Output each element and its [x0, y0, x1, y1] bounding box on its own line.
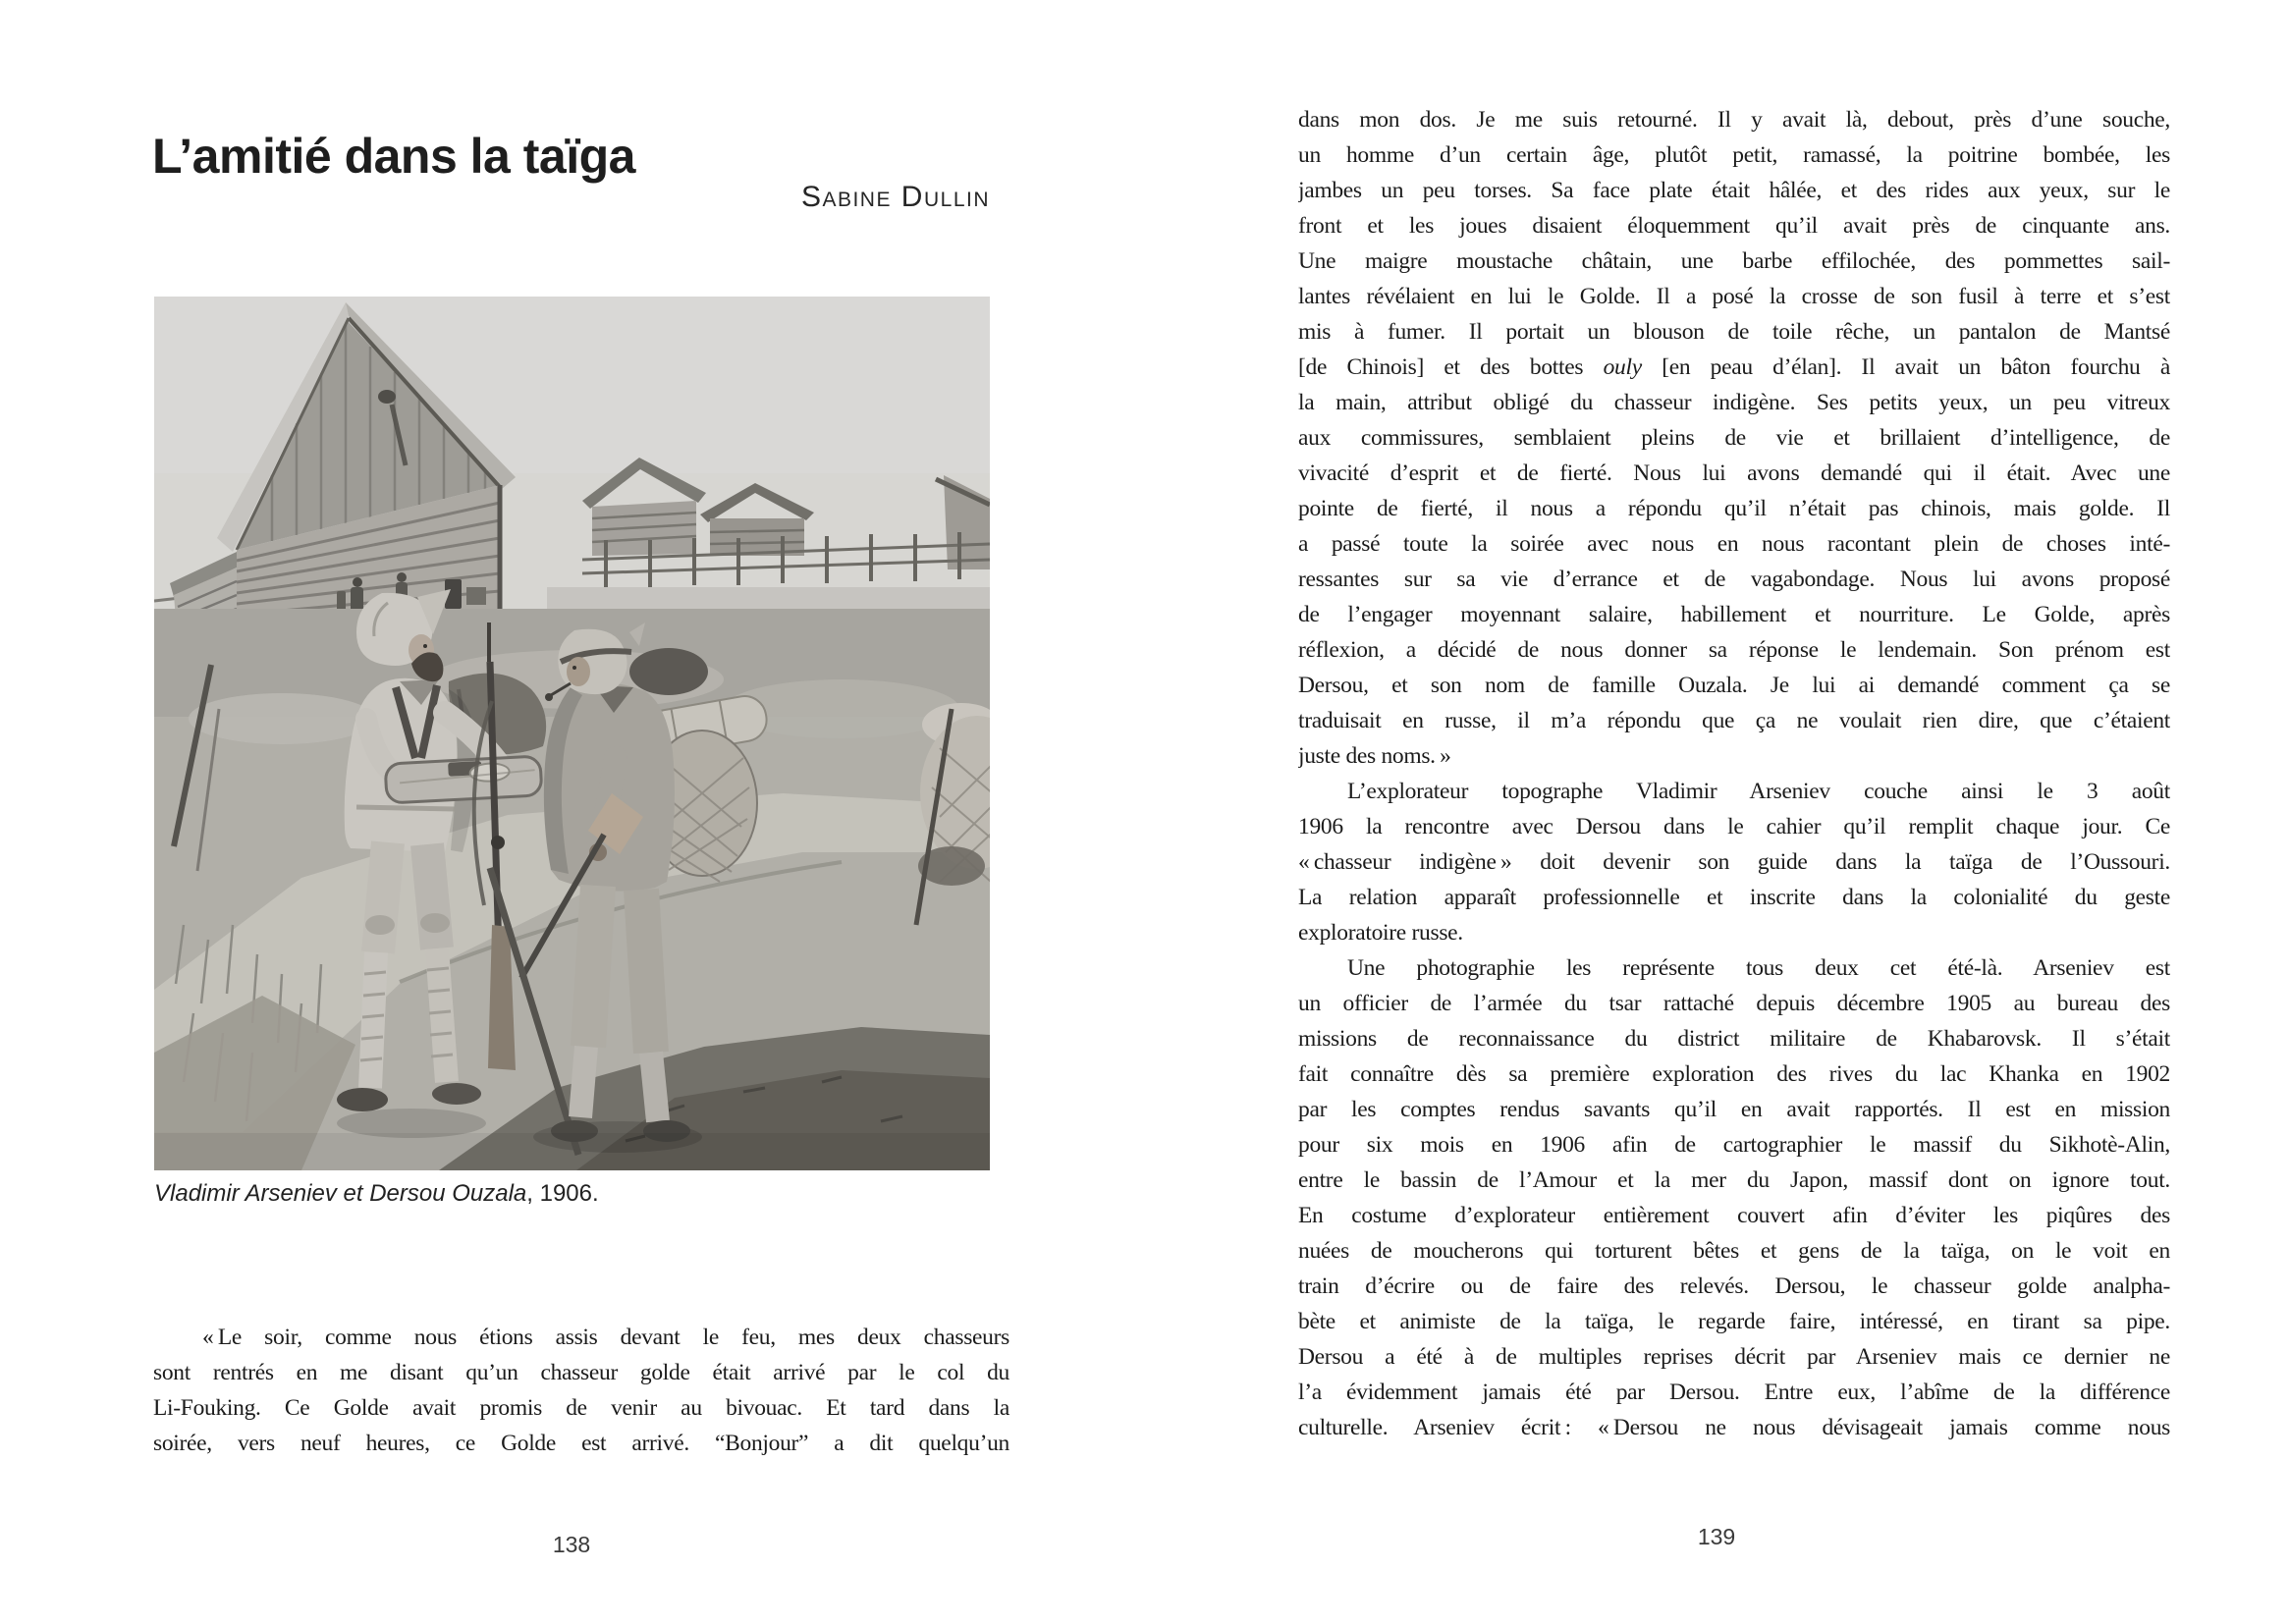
text-line: Li-Fouking. Ce Golde avait promis de venir au bivouac. Et tard dans la	[153, 1395, 1009, 1421]
text-line: L’explorateur topographe Vladimir Arseniev couche ainsi le 3 août	[1347, 779, 2170, 804]
text-line: mis à fumer. Il portait un blouson de toile rêche, un pantalon de Mantsé	[1298, 319, 2170, 345]
page-right	[1144, 0, 2289, 1624]
text-line: Dersou, et son nom de famille Ouzala. Je lui ai demandé comment ça se	[1298, 673, 2170, 698]
text-line: aux commissures, semblaient pleins de vie et brillaient d’intelligence, de	[1298, 425, 2170, 451]
text-line: exploratoire russe.	[1298, 920, 1463, 946]
text-line: train d’écrire ou de faire des relevés. Dersou, le chasseur golde analpha-	[1298, 1273, 2170, 1299]
photo-arseniev-dersou	[154, 297, 990, 1170]
text-line: front et les joues disaient éloquemment qu’il avait près de cinquante ans.	[1298, 213, 2170, 239]
text-line: 1906 la rencontre avec Dersou dans le cahier qu’il remplit chaque jour. Ce	[1298, 814, 2170, 839]
text-line: missions de reconnaissance du district militaire de Khabarovsk. Il s’était	[1298, 1026, 2170, 1052]
text-line: un officier de l’armée du tsar rattaché depuis décembre 1905 au bureau des	[1298, 991, 2170, 1016]
text-line: juste des noms. »	[1298, 743, 1451, 769]
text-line: culturelle. Arseniev écrit : « Dersou ne nous dévisageait jamais comme nous	[1298, 1415, 2170, 1440]
text-line: nuées de moucherons qui torturent bêtes et gens de la taïga, on le voit en	[1298, 1238, 2170, 1264]
text-line: ressantes sur sa vie d’errance et de vagabondage. Nous lui avons proposé	[1298, 567, 2170, 592]
text-line: l’a évidemment jamais été par Dersou. Entre eux, l’abîme de la différence	[1298, 1380, 2170, 1405]
text-line: pointe de fierté, il nous a répondu qu’il n’était pas chinois, mais golde. Il	[1298, 496, 2170, 521]
author-byline: Sabine Dullin	[800, 181, 990, 213]
text-line: Une photographie les représente tous deux cet été-là. Arseniev est	[1347, 955, 2170, 981]
page-number-right: 139	[1697, 1524, 1736, 1549]
photo-illustration	[154, 297, 990, 1170]
text-line: par les comptes rendus savants qu’il en avait rapportés. Il est en mission	[1298, 1097, 2170, 1122]
text-line: sont rentrés en me disant qu’un chasseur golde était arrivé par le col du	[153, 1360, 1009, 1385]
text-line: « Le soir, comme nous étions assis devant le feu, mes deux chasseurs	[202, 1325, 1009, 1350]
text-line: réflexion, a décidé de nous donner sa réponse le lendemain. Son prénom est	[1298, 637, 2170, 663]
text-line: lantes révélaient en lui le Golde. Il a posé la crosse de son fusil à terre et s’est	[1298, 284, 2170, 309]
caption-names: Vladimir Arseniev et Dersou Ouzala	[154, 1180, 527, 1207]
text-line: soirée, vers neuf heures, ce Golde est arrivé. “Bonjour” a dit quelqu’un	[153, 1431, 1009, 1456]
text-line: la main, attribut obligé du chasseur indigène. Ses petits yeux, un peu vitreux	[1298, 390, 2170, 415]
text-line: fait connaître dès sa première exploration des rives du lac Khanka en 1902	[1298, 1061, 2170, 1087]
text-line: [de Chinois] et des bottes ouly [en peau d’élan]. Il avait un bâton fourchu à	[1298, 354, 2170, 380]
text-line: pour six mois en 1906 afin de cartographier le massif du Sikhotè-Alin,	[1298, 1132, 2170, 1158]
text-line: a passé toute la soirée avec nous en nous racontant plein de choses inté-	[1298, 531, 2170, 557]
text-line: bète et animiste de la taïga, le regarde faire, intéressé, en tirant sa pipe.	[1298, 1309, 2170, 1334]
text-line: dans mon dos. Je me suis retourné. Il y avait là, debout, près d’une souche,	[1298, 107, 2170, 133]
body-text-right	[1298, 102, 2170, 1445]
text-line: vivacité d’esprit et de fierté. Nous lui avons demandé qui il était. Avec une	[1298, 460, 2170, 486]
text-line: La relation apparaît professionnelle et inscrite dans la colonialité du geste	[1298, 885, 2170, 910]
text-line: de l’engager moyennant salaire, habillement et nourriture. Le Golde, après	[1298, 602, 2170, 627]
text-line: « chasseur indigène » doit devenir son guide dans la taïga de l’Oussouri.	[1298, 849, 2170, 875]
photo-caption	[154, 1180, 999, 1208]
caption-year: , 1906.	[526, 1180, 599, 1207]
text-line: En costume d’explorateur entièrement couvert afin d’éviter les piqûres des	[1298, 1203, 2170, 1228]
text-line: jambes un peu torses. Sa face plate était hâlée, et des rides aux yeux, sur le	[1298, 178, 2170, 203]
text-line: entre le bassin de l’Amour et la mer du Japon, massif dont on ignore tout.	[1298, 1167, 2170, 1193]
text-line: un homme d’un certain âge, plutôt petit, ramassé, la poitrine bombée, les	[1298, 142, 2170, 168]
chapter-title: L’amitié dans la taïga	[152, 128, 635, 184]
body-text-left	[153, 1320, 1009, 1461]
text-line: Dersou a été à de multiples reprises décrit par Arseniev mais ce dernier ne	[1298, 1344, 2170, 1370]
text-line: Une maigre moustache châtain, une barbe effilochée, des pommettes sail-	[1298, 248, 2170, 274]
page-number-left: 138	[552, 1532, 591, 1557]
page-left	[0, 0, 1144, 1624]
text-line: traduisait en russe, il m’a répondu que ça ne voulait rien dire, que c’étaient	[1298, 708, 2170, 733]
